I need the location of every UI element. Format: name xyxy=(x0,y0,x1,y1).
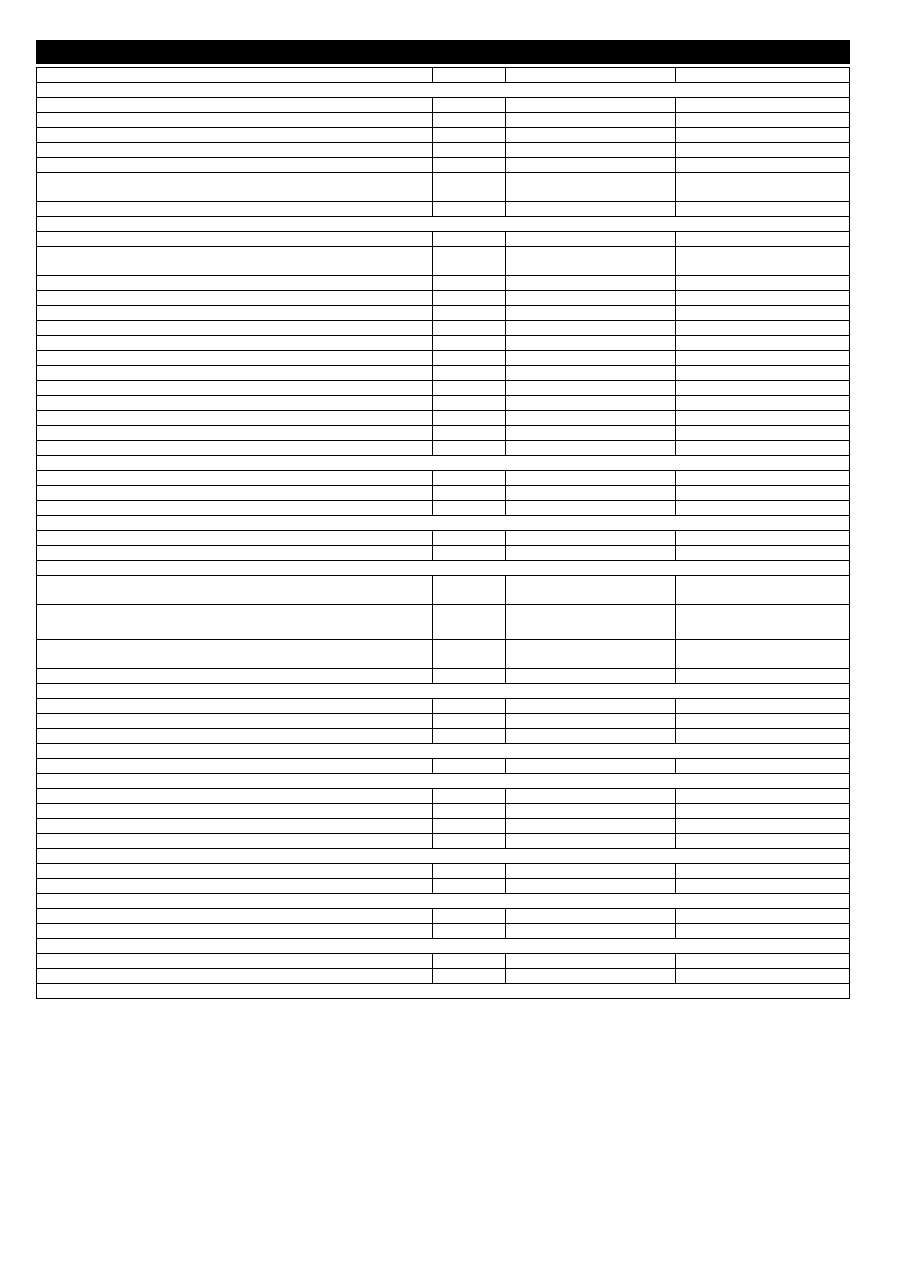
table-cell-label xyxy=(37,306,433,321)
table-cell-label xyxy=(37,924,433,939)
table-cell-value xyxy=(433,486,506,501)
table-cell-label xyxy=(37,336,433,351)
table-cell-value xyxy=(505,834,675,849)
table-row xyxy=(37,924,850,939)
table-cell-value xyxy=(675,158,849,173)
table-section-row xyxy=(37,684,850,699)
table-row xyxy=(37,291,850,306)
table-row xyxy=(37,669,850,684)
table-row xyxy=(37,759,850,774)
table-cell-value xyxy=(433,143,506,158)
table-cell-label xyxy=(37,173,433,202)
table-cell-label xyxy=(37,864,433,879)
table-section-label xyxy=(37,684,850,699)
table-cell-label xyxy=(37,804,433,819)
table-cell-value xyxy=(505,158,675,173)
table-section-row xyxy=(37,774,850,789)
table-row xyxy=(37,714,850,729)
table-row xyxy=(37,98,850,113)
table-cell-value xyxy=(433,546,506,561)
table-cell-value xyxy=(675,232,849,247)
table-cell-label xyxy=(37,158,433,173)
table-row xyxy=(37,351,850,366)
table-cell-label xyxy=(37,232,433,247)
table-cell-value xyxy=(675,954,849,969)
table-cell-value xyxy=(505,864,675,879)
table-cell-value xyxy=(433,321,506,336)
table-cell-value xyxy=(505,954,675,969)
table-cell-value xyxy=(433,128,506,143)
table-cell-value xyxy=(433,381,506,396)
table-row xyxy=(37,306,850,321)
table-cell-label xyxy=(37,426,433,441)
table-row xyxy=(37,247,850,276)
table-cell-value xyxy=(675,143,849,158)
table-cell-label xyxy=(37,247,433,276)
table-cell-label xyxy=(37,396,433,411)
table-cell-value xyxy=(675,306,849,321)
table-cell-value xyxy=(505,411,675,426)
table-row xyxy=(37,729,850,744)
table-cell-value xyxy=(505,605,675,640)
table-cell-value xyxy=(675,759,849,774)
table-cell-value xyxy=(675,669,849,684)
table-cell-value xyxy=(505,501,675,516)
table-cell-label xyxy=(37,834,433,849)
table-row xyxy=(37,486,850,501)
table-section-row xyxy=(37,561,850,576)
table-cell-value xyxy=(675,247,849,276)
table-cell-value xyxy=(433,759,506,774)
table-row xyxy=(37,954,850,969)
table-row xyxy=(37,143,850,158)
table-cell-value xyxy=(433,834,506,849)
table-cell-value xyxy=(675,202,849,217)
table-row xyxy=(37,381,850,396)
table-cell-value xyxy=(675,576,849,605)
table-cell-label xyxy=(37,68,433,83)
table-row xyxy=(37,640,850,669)
table-row xyxy=(37,173,850,202)
table-cell-value xyxy=(675,546,849,561)
table-row xyxy=(37,879,850,894)
table-cell-value xyxy=(433,396,506,411)
table-cell-value xyxy=(433,426,506,441)
table-cell-value xyxy=(433,909,506,924)
table-cell-value xyxy=(675,879,849,894)
table-row xyxy=(37,68,850,83)
table-cell-value xyxy=(675,98,849,113)
table-cell-value xyxy=(505,396,675,411)
table-cell-value xyxy=(505,336,675,351)
table-cell-value xyxy=(675,471,849,486)
table-cell-label xyxy=(37,576,433,605)
table-row xyxy=(37,909,850,924)
table-cell-value xyxy=(505,640,675,669)
table-cell-value xyxy=(433,351,506,366)
table-cell-label xyxy=(37,128,433,143)
table-cell-label xyxy=(37,381,433,396)
table-cell-value xyxy=(505,486,675,501)
table-cell-value xyxy=(433,605,506,640)
table-cell-value xyxy=(675,819,849,834)
table-cell-value xyxy=(433,576,506,605)
table-row xyxy=(37,336,850,351)
table-cell-label xyxy=(37,276,433,291)
table-cell-label xyxy=(37,143,433,158)
table-cell-value xyxy=(675,969,849,984)
table-cell-value xyxy=(505,247,675,276)
table-cell-value xyxy=(505,714,675,729)
table-cell-value xyxy=(433,924,506,939)
table-section-row xyxy=(37,83,850,98)
table-cell-value xyxy=(505,306,675,321)
table-cell-value xyxy=(675,441,849,456)
table-cell-value xyxy=(505,202,675,217)
table-cell-value xyxy=(433,789,506,804)
table-row xyxy=(37,366,850,381)
table-cell-value xyxy=(505,232,675,247)
title-bar-text xyxy=(36,40,850,64)
table-cell-value xyxy=(433,729,506,744)
table-cell-value xyxy=(675,924,849,939)
table-cell-value xyxy=(505,113,675,128)
table-cell-label xyxy=(37,321,433,336)
table-cell-value xyxy=(675,113,849,128)
table-cell-value xyxy=(433,276,506,291)
table-cell-label xyxy=(37,501,433,516)
table-cell-label xyxy=(37,291,433,306)
table-cell-value xyxy=(433,640,506,669)
table-row xyxy=(37,411,850,426)
table-cell-value xyxy=(505,291,675,306)
table-section-label xyxy=(37,217,850,232)
table-cell-value xyxy=(675,411,849,426)
table-cell-value xyxy=(505,804,675,819)
table-cell-value xyxy=(505,924,675,939)
table-cell-label xyxy=(37,441,433,456)
table-row xyxy=(37,501,850,516)
table-cell-value xyxy=(505,546,675,561)
table-cell-value xyxy=(505,789,675,804)
table-cell-label xyxy=(37,411,433,426)
table-cell-value xyxy=(505,426,675,441)
table-cell-value xyxy=(505,669,675,684)
table-section-row xyxy=(37,984,850,999)
table-cell-value xyxy=(675,276,849,291)
table-cell-label xyxy=(37,640,433,669)
table-cell-label xyxy=(37,486,433,501)
table-cell-value xyxy=(505,381,675,396)
table-cell-value xyxy=(675,729,849,744)
table-cell-label xyxy=(37,669,433,684)
table-cell-value xyxy=(433,366,506,381)
table-section-label xyxy=(37,744,850,759)
table-row xyxy=(37,113,850,128)
table-cell-label xyxy=(37,366,433,381)
table-cell-value xyxy=(433,804,506,819)
table-cell-value xyxy=(433,291,506,306)
table-row xyxy=(37,864,850,879)
table-cell-value xyxy=(675,426,849,441)
table-section-row xyxy=(37,217,850,232)
table-cell-value xyxy=(433,98,506,113)
table-cell-value xyxy=(433,819,506,834)
table-section-row xyxy=(37,849,850,864)
table-cell-value xyxy=(433,306,506,321)
table-section-label xyxy=(37,774,850,789)
table-row xyxy=(37,158,850,173)
table-cell-value xyxy=(675,531,849,546)
table-cell-value xyxy=(675,864,849,879)
table-section-row xyxy=(37,516,850,531)
table-cell-value xyxy=(433,699,506,714)
table-cell-value xyxy=(505,441,675,456)
table-cell-value xyxy=(505,276,675,291)
table-cell-label xyxy=(37,789,433,804)
table-cell-value xyxy=(505,969,675,984)
table-cell-value xyxy=(675,605,849,640)
table-cell-value xyxy=(505,98,675,113)
table-cell-label xyxy=(37,351,433,366)
table-cell-value xyxy=(675,68,849,83)
table-cell-value xyxy=(505,576,675,605)
table-cell-value xyxy=(675,128,849,143)
table-section-row xyxy=(37,894,850,909)
table-section-label xyxy=(37,83,850,98)
table-cell-value xyxy=(675,381,849,396)
table-section-row xyxy=(37,456,850,471)
table-cell-label xyxy=(37,202,433,217)
table-section-label xyxy=(37,984,850,999)
table-cell-value xyxy=(505,729,675,744)
table-cell-value xyxy=(675,909,849,924)
table-cell-value xyxy=(505,173,675,202)
table-cell-value xyxy=(433,113,506,128)
table-cell-value xyxy=(675,789,849,804)
table-row xyxy=(37,605,850,640)
table-cell-value xyxy=(505,819,675,834)
table-cell-value xyxy=(505,879,675,894)
table-cell-label xyxy=(37,699,433,714)
table-cell-value xyxy=(505,128,675,143)
table-cell-value xyxy=(675,486,849,501)
table-cell-value xyxy=(675,321,849,336)
table-section-label xyxy=(37,894,850,909)
table-cell-label xyxy=(37,531,433,546)
table-cell-label xyxy=(37,471,433,486)
table-row xyxy=(37,396,850,411)
table-row xyxy=(37,471,850,486)
table-row xyxy=(37,789,850,804)
table-section-label xyxy=(37,561,850,576)
table-row xyxy=(37,232,850,247)
table-cell-label xyxy=(37,954,433,969)
table-cell-value xyxy=(505,909,675,924)
table-cell-label xyxy=(37,113,433,128)
table-cell-value xyxy=(675,336,849,351)
table-cell-label xyxy=(37,819,433,834)
table-cell-value xyxy=(433,247,506,276)
data-table xyxy=(36,67,850,999)
table-cell-value xyxy=(675,396,849,411)
table-row xyxy=(37,969,850,984)
table-section-row xyxy=(37,744,850,759)
table-cell-value xyxy=(675,173,849,202)
table-section-row xyxy=(37,939,850,954)
table-cell-label xyxy=(37,714,433,729)
table-cell-value xyxy=(505,471,675,486)
table-cell-value xyxy=(433,411,506,426)
table-row xyxy=(37,819,850,834)
table-cell-value xyxy=(433,471,506,486)
table-row xyxy=(37,546,850,561)
table-cell-value xyxy=(675,501,849,516)
table-cell-value xyxy=(675,351,849,366)
table-cell-label xyxy=(37,98,433,113)
table-row xyxy=(37,576,850,605)
table-cell-label xyxy=(37,969,433,984)
table-cell-value xyxy=(675,366,849,381)
table-cell-value xyxy=(433,501,506,516)
table-cell-value xyxy=(505,759,675,774)
table-row xyxy=(37,128,850,143)
table-cell-value xyxy=(675,291,849,306)
table-cell-label xyxy=(37,879,433,894)
table-cell-value xyxy=(505,351,675,366)
table-row xyxy=(37,276,850,291)
table-section-label xyxy=(37,456,850,471)
table-cell-label xyxy=(37,759,433,774)
table-cell-value xyxy=(505,143,675,158)
table-row xyxy=(37,531,850,546)
table-cell-value xyxy=(505,366,675,381)
table-cell-value xyxy=(433,202,506,217)
title-bar xyxy=(36,40,850,64)
table-row xyxy=(37,699,850,714)
table-cell-value xyxy=(675,714,849,729)
table-cell-value xyxy=(505,321,675,336)
table-cell-label xyxy=(37,729,433,744)
table-cell-value xyxy=(433,336,506,351)
table-cell-value xyxy=(433,232,506,247)
table-section-label xyxy=(37,939,850,954)
table-cell-value xyxy=(505,68,675,83)
table-cell-label xyxy=(37,546,433,561)
table-cell-value xyxy=(433,441,506,456)
table-cell-value xyxy=(505,531,675,546)
table-cell-value xyxy=(675,804,849,819)
table-cell-label xyxy=(37,605,433,640)
table-row xyxy=(37,834,850,849)
table-cell-value xyxy=(433,954,506,969)
table-cell-value xyxy=(433,864,506,879)
table-row xyxy=(37,321,850,336)
table-cell-label xyxy=(37,909,433,924)
table-cell-value xyxy=(675,834,849,849)
table-cell-value xyxy=(433,714,506,729)
table-row xyxy=(37,426,850,441)
table-cell-value xyxy=(675,640,849,669)
table-cell-value xyxy=(433,669,506,684)
table-row xyxy=(37,804,850,819)
table-cell-value xyxy=(433,531,506,546)
table-section-label xyxy=(37,516,850,531)
table-cell-value xyxy=(433,173,506,202)
table-cell-value xyxy=(433,879,506,894)
table-row xyxy=(37,202,850,217)
table-cell-value xyxy=(675,699,849,714)
table-cell-value xyxy=(433,158,506,173)
table-section-label xyxy=(37,849,850,864)
table-row xyxy=(37,441,850,456)
table-cell-value xyxy=(505,699,675,714)
table-cell-value xyxy=(433,68,506,83)
table-body xyxy=(37,68,850,999)
table-cell-value xyxy=(433,969,506,984)
